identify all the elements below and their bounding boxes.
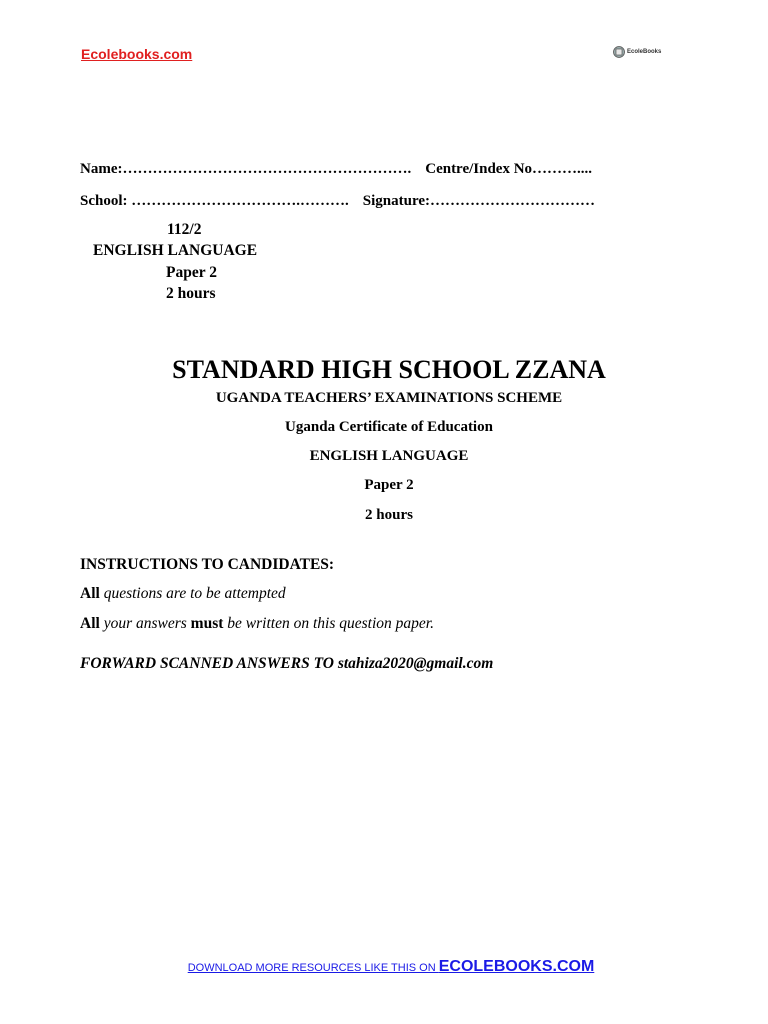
instructions-title: INSTRUCTIONS TO CANDIDATES: bbox=[80, 556, 335, 573]
name-field[interactable]: Name:…………………………………………………. bbox=[80, 161, 412, 177]
ecolebooks-logo bbox=[613, 45, 663, 59]
name-centre-row bbox=[80, 161, 592, 178]
school-signature-row bbox=[80, 193, 595, 210]
forward-instruction: FORWARD SCANNED ANSWERS TO stahiza2020@gmail.com bbox=[80, 655, 494, 672]
book-stack-icon bbox=[613, 46, 625, 58]
site-link[interactable]: Ecolebooks.com bbox=[81, 46, 193, 62]
paper-subject: ENGLISH LANGUAGE bbox=[93, 242, 258, 259]
exam-scheme: UGANDA TEACHERS’ EXAMINATIONS SCHEME bbox=[215, 390, 563, 406]
signature-field[interactable]: Signature:…………………………… bbox=[362, 193, 595, 209]
instruction-2: All your answers must be written on this question paper. bbox=[80, 615, 434, 632]
footer-site[interactable]: ECOLEBOOKS.COM bbox=[438, 958, 595, 975]
footer-prefix[interactable]: DOWNLOAD MORE RESOURCES LIKE THIS ON bbox=[187, 962, 439, 974]
paper-duration: 2 hours bbox=[166, 285, 216, 302]
certificate: Uganda Certificate of Education bbox=[285, 419, 493, 435]
school-name: STANDARD HIGH SCHOOL ZZANA bbox=[172, 355, 606, 384]
school-field[interactable]: School: …………………………….………. bbox=[80, 193, 349, 209]
paper-number: Paper 2 bbox=[166, 264, 217, 281]
subject-title: ENGLISH LANGUAGE bbox=[309, 448, 469, 464]
paper-code: 112/2 bbox=[167, 221, 202, 238]
instruction-1: All questions are to be attempted bbox=[80, 585, 286, 602]
logo-text: EcoleBooks bbox=[627, 49, 662, 55]
paper-title: Paper 2 bbox=[364, 477, 414, 493]
duration-title: 2 hours bbox=[365, 507, 413, 523]
footer-link[interactable] bbox=[0, 958, 768, 976]
centre-index-field[interactable]: Centre/Index No……….... bbox=[425, 161, 593, 177]
